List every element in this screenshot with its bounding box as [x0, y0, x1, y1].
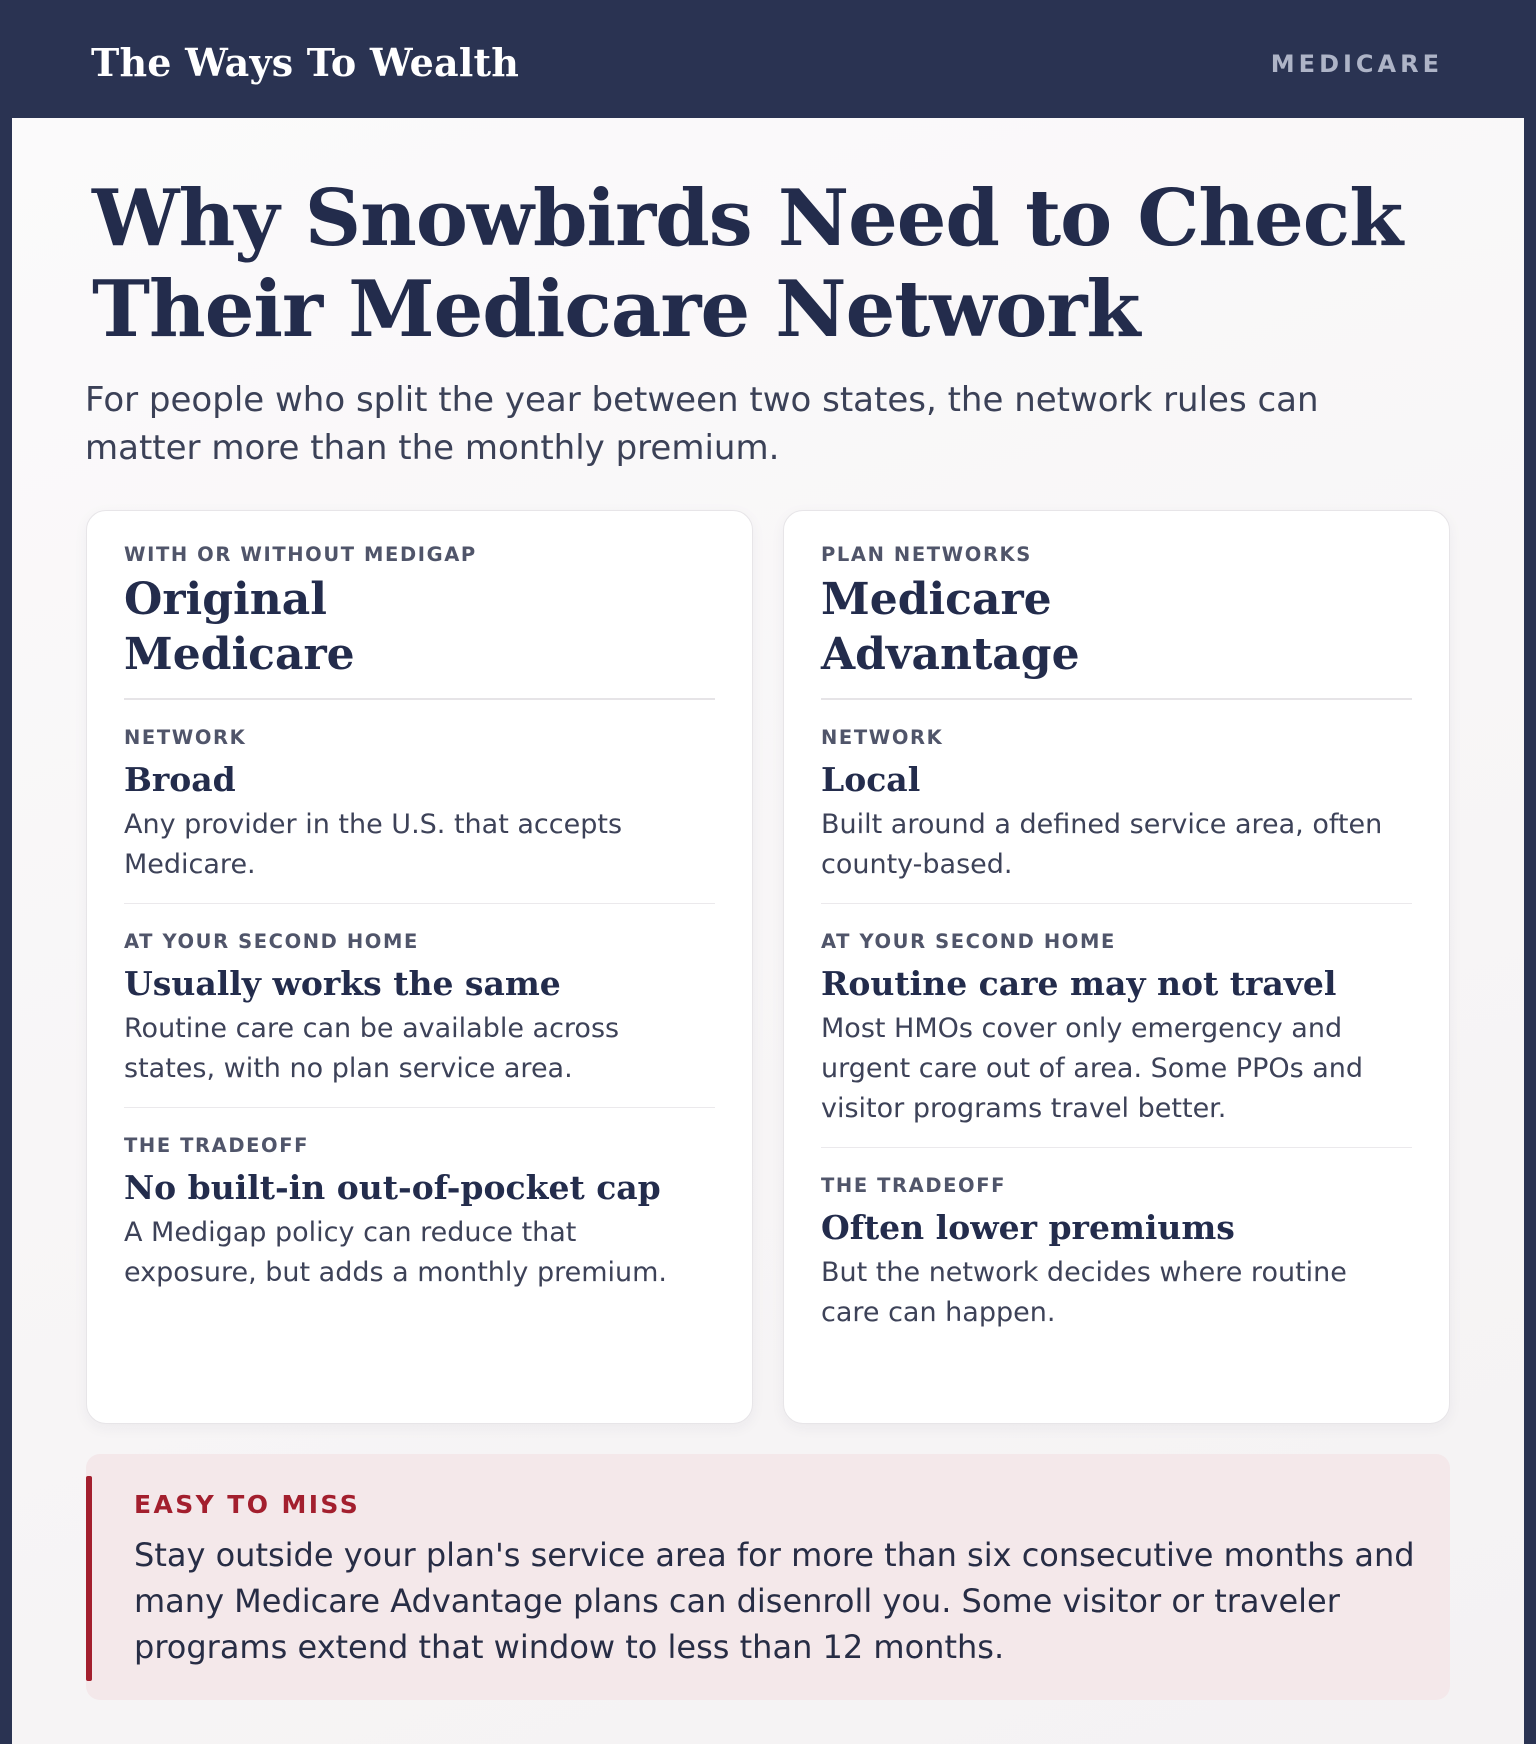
item-description: Any provider in the U.S. that accepts Medicare.	[124, 809, 623, 880]
item-label: THE TRADEOFF	[821, 1174, 1007, 1197]
callout-label: EASY TO MISS	[134, 1490, 361, 1519]
card-medicare-advantage	[783, 510, 1450, 1424]
card-title: Original Medicare	[124, 574, 355, 680]
card-item-network	[821, 700, 1412, 904]
section-label[interactable]: MEDICARE	[1270, 50, 1443, 78]
article-sheet	[12, 118, 1524, 1744]
item-description: A Medigap policy can reduce that exposure, but adds a monthly premium.	[124, 1217, 668, 1288]
card-item-second-home	[124, 904, 715, 1108]
item-description: Most HMOs cover only emergency and urgent care out of area. Some PPOs and visitor programs travel better.	[821, 1013, 1364, 1124]
item-value: No built-in out-of-pocket cap	[124, 1168, 661, 1207]
brand-name[interactable]: The Ways To Wealth	[91, 40, 520, 85]
card-header	[124, 543, 715, 700]
card-original-medicare	[86, 510, 753, 1424]
top-bar	[0, 0, 1536, 118]
item-label: AT YOUR SECOND HOME	[821, 930, 1116, 953]
item-value: Routine care may not travel	[821, 964, 1337, 1003]
card-eyebrow: WITH OR WITHOUT MEDIGAP	[124, 543, 477, 566]
article-title: Why Snowbirds Need to Check Their Medicare Network	[92, 173, 1403, 355]
card-header	[821, 543, 1412, 700]
card-item-tradeoff	[821, 1148, 1412, 1351]
callout-accent-bar	[86, 1476, 92, 1681]
item-description: Built around a defined service area, often county-based.	[821, 809, 1383, 880]
item-description: Routine care can be available across states, with no plan service area.	[124, 1013, 620, 1084]
article-subtitle: For people who split the year between two states, the network rules can matter more than the monthly premium.	[85, 380, 1319, 468]
item-value: Broad	[124, 760, 236, 799]
card-item-tradeoff	[124, 1108, 715, 1311]
item-label: NETWORK	[124, 726, 247, 749]
card-item-network	[124, 700, 715, 904]
item-description: But the network decides where routine care can happen.	[821, 1257, 1347, 1328]
item-value: Local	[821, 760, 921, 799]
card-title: Medicare Advantage	[821, 574, 1080, 680]
easy-to-miss-callout	[86, 1454, 1450, 1700]
callout-text: Stay outside your plan's service area for more than six consecutive months and many Medicare Advantage plans can disenroll you. Some visitor or traveler programs extend that window to less than 12 months.	[134, 1536, 1415, 1666]
item-label: NETWORK	[821, 726, 944, 749]
item-label: AT YOUR SECOND HOME	[124, 930, 419, 953]
item-label: THE TRADEOFF	[124, 1134, 310, 1157]
item-value: Often lower premiums	[821, 1208, 1235, 1247]
card-eyebrow: PLAN NETWORKS	[821, 543, 1032, 566]
item-value: Usually works the same	[124, 964, 561, 1003]
card-item-second-home	[821, 904, 1412, 1148]
